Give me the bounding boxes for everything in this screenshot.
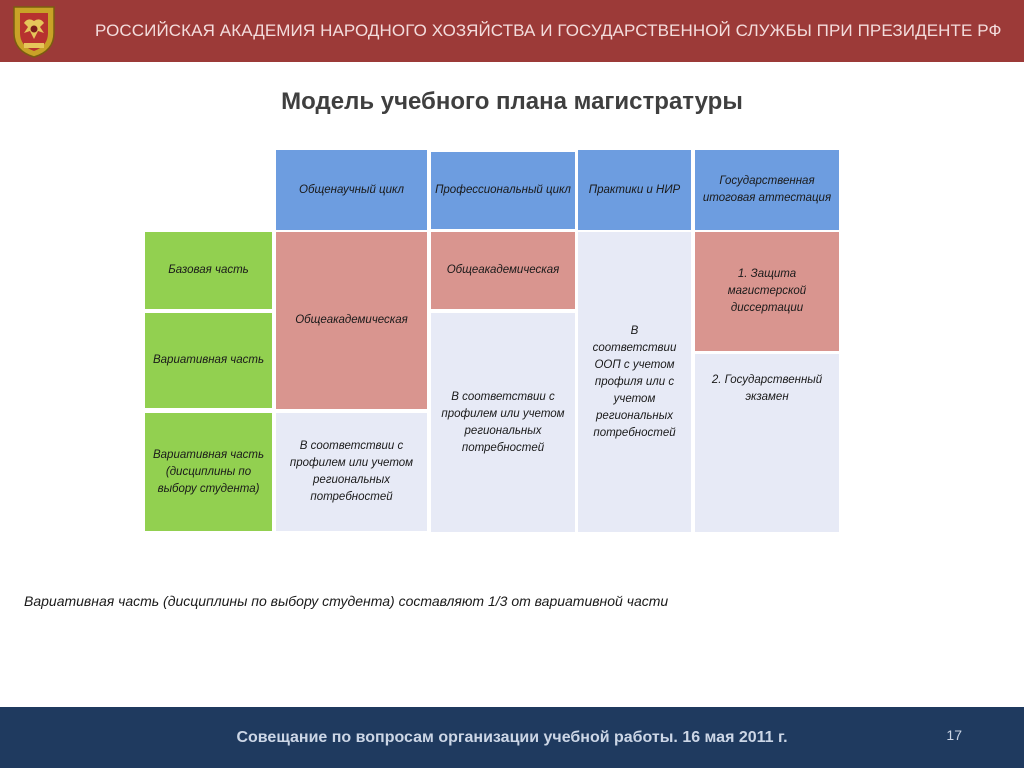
- slide-title: Модель учебного плана магистратуры: [281, 88, 743, 115]
- footer-bar: [0, 707, 1024, 768]
- row-header-basic: Базовая часть: [145, 232, 272, 309]
- column-header-practice: Практики и НИР: [578, 150, 691, 230]
- prof-academic-cell: Общеакадемическая: [431, 232, 575, 309]
- prof-profile-cell: В соответствии с профилем или учетом региональных потребностей: [431, 313, 575, 532]
- general-sci-academic-cell: Общеакадемическая: [276, 232, 427, 409]
- row-header-variable: Вариативная часть: [145, 313, 272, 408]
- column-header-professional: Профессиональный цикл: [431, 152, 575, 229]
- general-sci-profile-cell: В соответствии с профилем или учетом региональных потребностей: [276, 413, 427, 531]
- row-header-elective: Вариативная часть (дисциплины по выбору студента): [145, 413, 272, 531]
- practice-cell: В соответствии ООП с учетом профиля или с учетом региональных потребностей: [578, 232, 691, 532]
- gia-thesis-cell: 1. Защита магистерской диссертации: [695, 232, 839, 351]
- column-header-general-sci: Общенаучный цикл: [276, 150, 427, 230]
- page-number: 17: [946, 727, 962, 743]
- footer-text: Совещание по вопросам организации учебной работы. 16 мая 2011 г.: [236, 729, 788, 746]
- gia-exam-cell: 2. Государственный экзамен: [695, 354, 839, 532]
- footnote-text: Вариативная часть (дисциплины по выбору студента) составляют 1/3 от вариативной части: [24, 593, 669, 609]
- header-bar: [0, 0, 1024, 62]
- organization-name: РОССИЙСКАЯ АКАДЕМИЯ НАРОДНОГО ХОЗЯЙСТВА И ГОСУДАРСТВЕННОЙ СЛУЖБЫ ПРИ ПРЕЗИДЕНТЕ РФ: [95, 21, 1002, 40]
- column-header-state-attestation: Государственная итоговая аттестация: [695, 150, 839, 230]
- double-headed-eagle-emblem-icon: [10, 3, 58, 59]
